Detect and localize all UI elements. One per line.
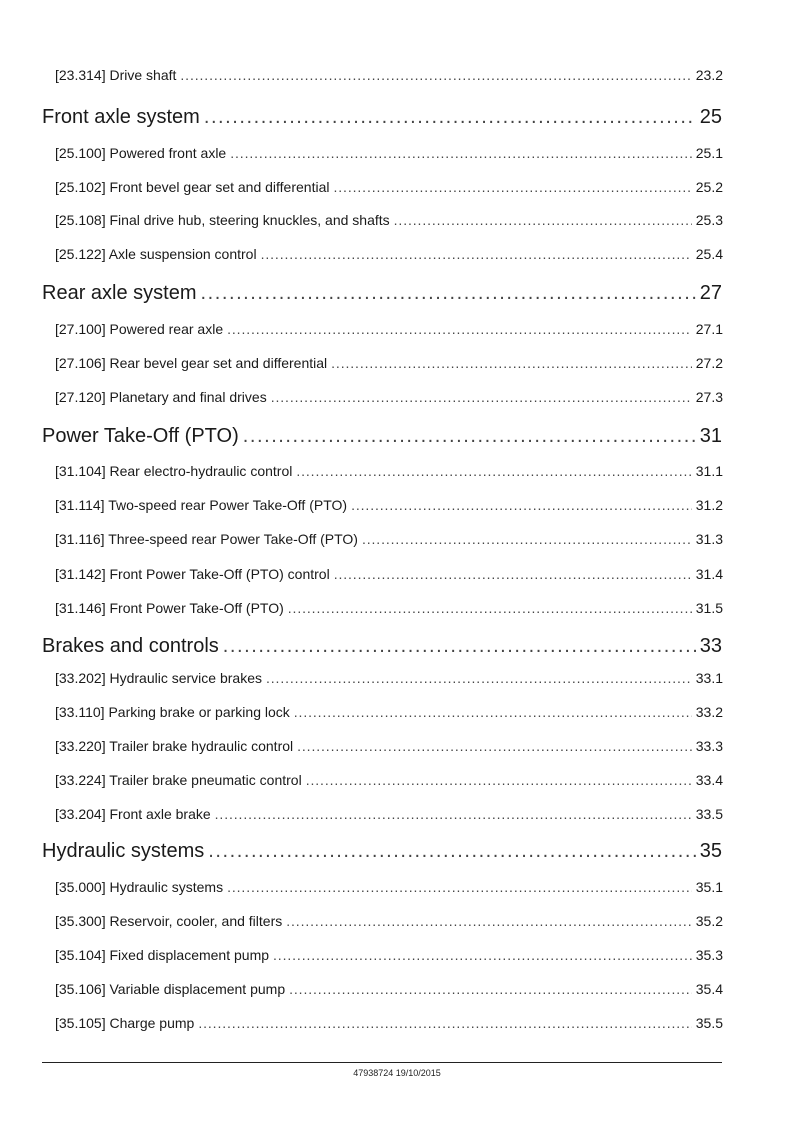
toc-entry-page-number: 35.2 [695,913,723,929]
dot-leader [201,282,696,305]
toc-entry[interactable] [55,806,723,822]
toc-entry-page-number: 31.2 [695,497,723,513]
toc-entry-page-number: 31.5 [695,600,723,616]
toc-entry[interactable] [55,600,723,616]
toc-entry-page-number: 27 [699,282,722,304]
toc-entry-title: Power Take-Off (PTO) [42,425,239,447]
toc-entry-page-number: 27.3 [695,389,723,405]
dot-leader [261,246,692,262]
toc-entry-title: Rear axle system [42,282,197,304]
dot-leader [215,806,692,822]
toc-entry[interactable] [55,738,723,754]
toc-entry[interactable] [55,355,723,371]
toc-entry[interactable] [55,389,723,405]
toc-entry-title: [31.116] Three-speed rear Power Take-Off (PTO) [55,531,358,547]
dot-leader [294,704,692,720]
toc-entry-page-number: 35.5 [695,1015,723,1031]
toc-entry[interactable] [55,704,723,720]
dot-leader [286,913,692,929]
dot-leader [273,947,692,963]
toc-entry-title: [27.106] Rear bevel gear set and differential [55,355,328,371]
toc-entry-page-number: 31.1 [695,463,723,479]
footer-doc-number: 47938724 19/10/2015 [353,1068,441,1078]
toc-entry-page-number: 25.1 [695,145,723,161]
toc-entry-title: [35.000] Hydraulic systems [55,879,224,895]
dot-leader [180,67,691,83]
dot-leader [271,389,692,405]
toc-entry-page-number: 35.1 [695,879,723,895]
toc-entry-title: [35.106] Variable displacement pump [55,981,286,997]
toc-entry-title: [33.110] Parking brake or parking lock [55,704,290,720]
toc-entry[interactable] [55,497,723,513]
dot-leader [362,531,692,547]
toc-entry-title: [23.314] Drive shaft [55,67,177,83]
toc-entry-page-number: 27.2 [695,355,723,371]
toc-entry-page-number: 31.4 [695,566,723,582]
toc-entry-title: [31.146] Front Power Take-Off (PTO) [55,600,284,616]
toc-entry-title: Brakes and controls [42,635,219,657]
toc-entry-title: [33.202] Hydraulic service brakes [55,670,262,686]
dot-leader [351,497,692,513]
toc-section-entry[interactable] [42,425,722,448]
toc-entry-page-number: 33.4 [695,772,723,788]
toc-entry-title: [25.100] Powered front axle [55,145,227,161]
toc-entry-page-number: 33.2 [695,704,723,720]
toc-entry-title: [33.224] Trailer brake pneumatic control [55,772,302,788]
toc-entry[interactable] [55,566,723,582]
toc-entry-page-number: 33.1 [695,670,723,686]
toc-entry-page-number: 25 [699,106,722,128]
toc-section-entry[interactable] [42,106,722,129]
toc-entry[interactable] [55,179,723,195]
toc-entry-page-number: 33.3 [695,738,723,754]
dot-leader [204,106,696,129]
toc-entry-title: [35.300] Reservoir, cooler, and filters [55,913,283,929]
toc-entry-page-number: 23.2 [695,67,723,83]
toc-entry-title: [25.122] Axle suspension control [55,246,257,262]
dot-leader [331,355,692,371]
toc-entry-title: Front axle system [42,106,200,128]
toc-entry-title: [31.104] Rear electro-hydraulic control [55,463,293,479]
dot-leader [333,179,691,195]
dot-leader [296,463,691,479]
toc-entry-page-number: 31.3 [695,531,723,547]
dot-leader [227,321,692,337]
dot-leader [243,425,696,448]
toc-entry[interactable] [55,145,723,161]
toc-entry-page-number: 35.4 [695,981,723,997]
toc-entry-page-number: 33 [699,635,722,657]
toc-entry[interactable] [55,67,723,83]
toc-entry[interactable] [55,913,723,929]
dot-leader [306,772,692,788]
toc-entry-page-number: 35 [699,840,722,862]
dot-leader [297,738,692,754]
toc-entry[interactable] [55,772,723,788]
toc-entry-title: Hydraulic systems [42,840,205,862]
footer-rule [42,1062,722,1063]
dot-leader [288,600,692,616]
toc-entry-title: [27.120] Planetary and final drives [55,389,267,405]
dot-leader [289,981,692,997]
toc-entry-title: [35.104] Fixed displacement pump [55,947,270,963]
dot-leader [227,879,692,895]
toc-entry-page-number: 25.2 [695,179,723,195]
dot-leader [266,670,692,686]
dot-leader [394,212,692,228]
toc-entry-title: [25.108] Final drive hub, steering knuckles, and shafts [55,212,390,228]
toc-entry[interactable] [55,879,723,895]
toc-entry-title: [33.204] Front axle brake [55,806,211,822]
toc-entry-page-number: 27.1 [695,321,723,337]
dot-leader [334,566,692,582]
toc-entry-page-number: 35.3 [695,947,723,963]
toc-entry-page-number: 25.4 [695,246,723,262]
toc-entry[interactable] [55,947,723,963]
toc-entry-title: [35.105] Charge pump [55,1015,195,1031]
toc-entry[interactable] [55,246,723,262]
toc-entry-title: [25.102] Front bevel gear set and differential [55,179,330,195]
toc-entry[interactable] [55,212,723,228]
dot-leader [223,635,696,658]
toc-entry-page-number: 33.5 [695,806,723,822]
toc-entry[interactable] [55,321,723,337]
toc-entry-title: [27.100] Powered rear axle [55,321,224,337]
toc-entry-title: [31.114] Two-speed rear Power Take-Off (PTO) [55,497,348,513]
toc-entry-page-number: 25.3 [695,212,723,228]
toc-entry[interactable] [55,1015,723,1031]
toc-entry-page-number: 31 [699,425,722,447]
toc-entry[interactable] [55,981,723,997]
toc-section-entry[interactable] [42,282,722,305]
toc-entry-title: [31.142] Front Power Take-Off (PTO) control [55,566,330,582]
toc-entry[interactable] [55,670,723,686]
dot-leader [208,840,695,863]
toc-section-entry[interactable] [42,635,722,658]
toc-entry[interactable] [55,531,723,547]
dot-leader [198,1015,691,1031]
toc-entry[interactable] [55,463,723,479]
toc-section-entry[interactable] [42,840,722,863]
toc-entry-title: [33.220] Trailer brake hydraulic control [55,738,294,754]
dot-leader [230,145,692,161]
